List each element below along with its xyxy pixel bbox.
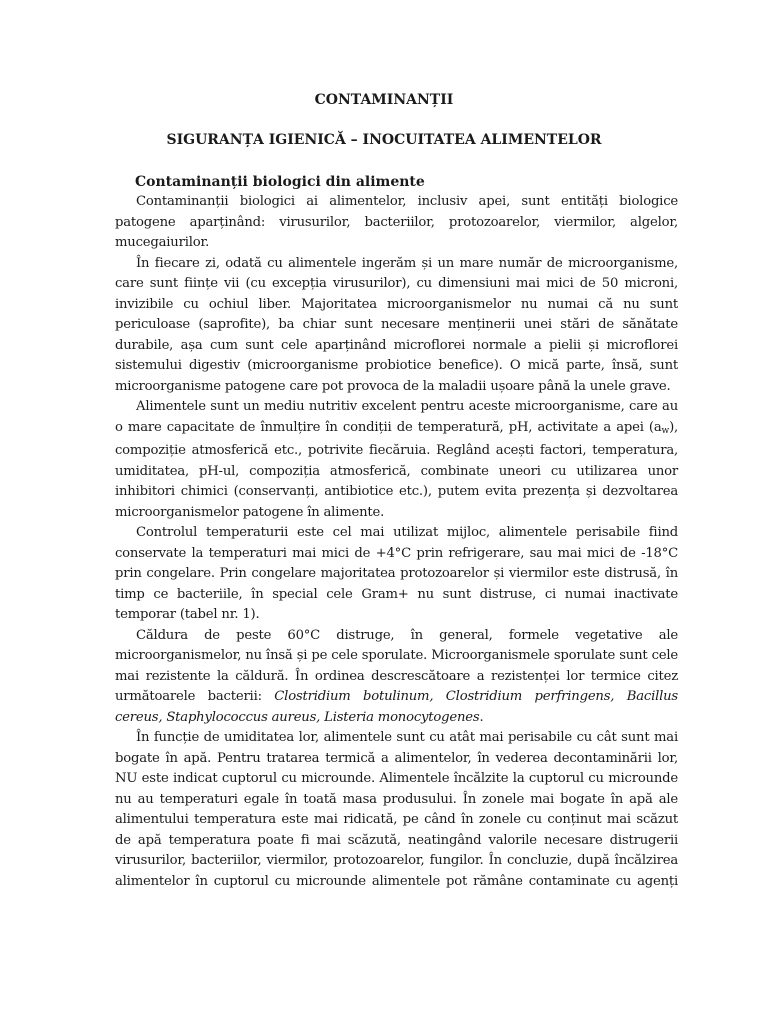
paragraph-1: Contaminanții biologici ai alimentelor, inclusiv apei, sunt entități biologice patogene aparținând: virusurilor, bacteriilor, protozoarelor, viermilor, algelor, mucegaiurilor. [115,194,678,250]
paragraph-5 [115,626,678,729]
paragraph-4: Controlul temperaturii este cel mai utilizat mijloc, alimentele perisabile fiind conservate la temperaturi mai mici de +4°C prin refrigerare, sau mai mici de -18°C prin congelare. Prin congelare majoritatea protozoarelor și viermilor este distrusă, în timp ce bacteriile, în special cele Gram+ nu sunt distruse, ci numai inactivate temporar (tabel nr. 1). [115,525,678,622]
paragraph-5-text-b: . [479,709,484,725]
paragraph-3 [115,397,678,523]
paragraph-3-text-a: Alimentele sunt un mediu nutritiv excelent pentru aceste microorganisme, care au o mare capacitate de înmulțire în condiții de temperatură, pH, activitate a apei (a [115,399,678,435]
paragraph-2: În fiecare zi, odată cu alimentele ingerăm și un mare număr de microorganisme, care sunt ființe vii (cu excepția virusurilor), cu dimensiuni mai mici de 50 microni, invizibile cu ochiul liber. Majoritatea microorganismelor nu numai că nu sunt periculoase (saprofite), ba chiar sunt necesare menținerii unei stări de sănătate durabile, așa cum sunt cele aparținând microflorei normale a pielii și microflorei sistemului digestiv (microorganisme probiotice benefice). O mică parte, însă, sunt microorganisme patogene care pot provoca de la maladii ușoare până la unele grave. [115,255,678,394]
paragraph-6: În funcție de umiditatea lor, alimentele sunt cu atât mai perisabile cu cât sunt mai bogate în apă. Pentru tratarea termică a alimentelor, în vederea decontaminării lor, NU este indicat cuptorul cu microunde. Alimentele încălzite la cuptorul cu microunde nu au temperaturi egale în toată masa produsului. În zonele mai bogate în apă ale alimentului temperatura este mai ridicată, pe când în zonele cu conținut mai scăzut de apă temperatura poate fi mai scăzută, neatingând valorile necesare distrugerii virusurilor, bacteriilor, viermilor, protozoarelor, fungilor. În concluzie, după încălzirea alimentelor în cuptorul cu microunde alimentele pot rămâne contaminate cu agenți [115,730,678,889]
paragraph-3-text-b: ), compoziție atmosferică etc., potrivite fiecăruia. Reglând acești factori, temperatura, umiditatea, pH-ul, compoziția atmosferică, combinate uneori cu utilizarea unor inhibitori chimici (conservanți, antibiotice etc.), putem evita prezența și dezvoltarea microorganismelor patogene în alimente. [115,419,678,520]
body-text [115,192,678,892]
bacteria-species-list: Clostridium botulinum, Clostridium perfringens, Bacillus cereus, Staphylococcus aureus, Listeria monocytogenes [115,689,678,725]
document-title: CONTAMINANȚII [314,92,454,108]
section-heading: Contaminanții biologici din alimente [135,174,425,190]
paragraph-5-text-a: Căldura de peste 60°C distruge, în general, formele vegetative ale microorganismelor, nu însă și pe cele sporulate. Microorganismele sporulate sunt cele mai rezistente la căldură. În ordinea descrescătoare a rezistenței lor termice citez următoarele bacterii: [115,627,678,704]
document-subtitle: SIGURANȚA IGIENICĂ – INOCUITATEA ALIMENTELOR [166,132,602,148]
water-activity-subscript: w [661,425,670,436]
